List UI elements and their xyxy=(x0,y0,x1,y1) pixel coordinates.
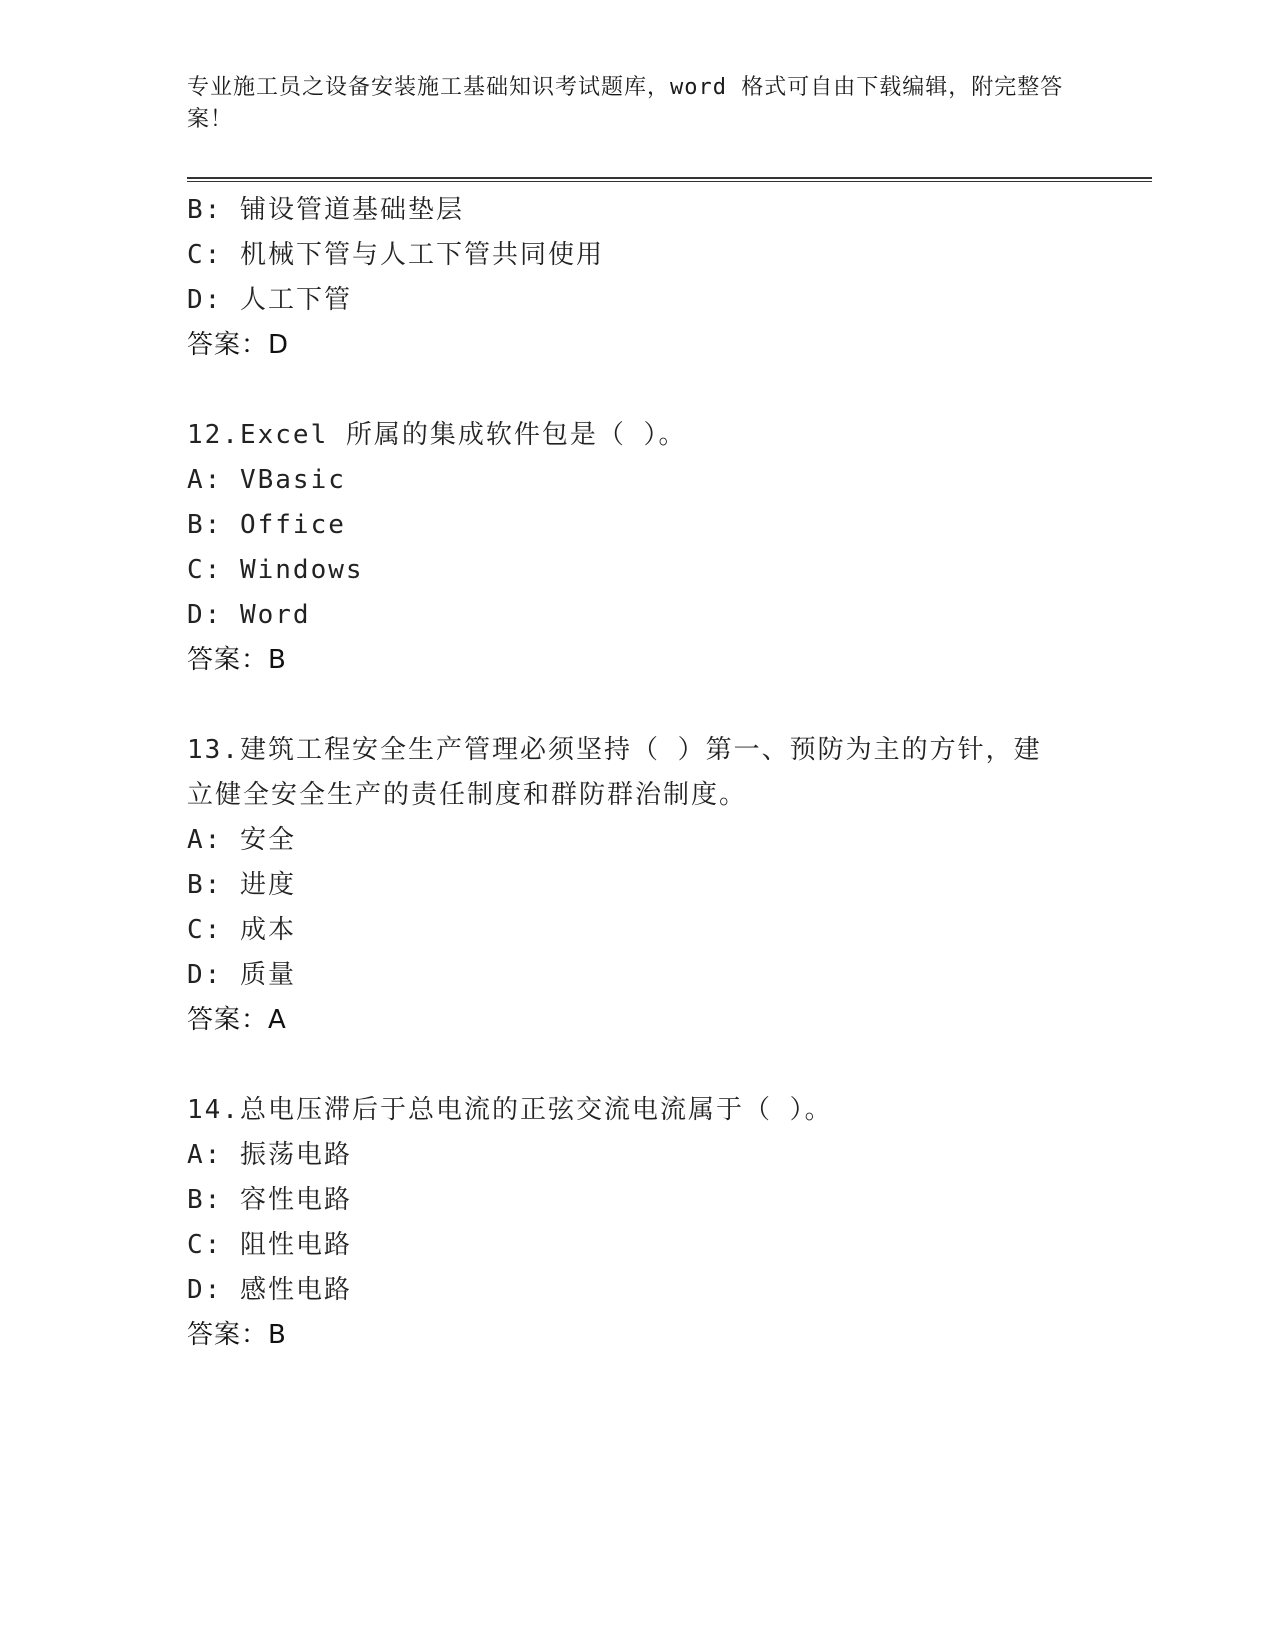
answer-line: 答案：A xyxy=(187,1005,287,1035)
header-divider xyxy=(187,177,1152,182)
option-a: A: 振荡电路 xyxy=(187,1140,352,1170)
option-d: D: 感性电路 xyxy=(187,1275,352,1305)
option-a: A: 安全 xyxy=(187,825,296,855)
option-b: B: 铺设管道基础垫层 xyxy=(187,195,464,225)
question-stem-continuation: 立健全安全生产的责任制度和群防群治制度。 xyxy=(187,780,748,810)
option-b: B: Office xyxy=(187,510,346,540)
option-c: C: Windows xyxy=(187,555,364,585)
answer-line: 答案：B xyxy=(187,1320,287,1350)
answer-line: 答案：B xyxy=(187,645,287,675)
option-c: C: 阻性电路 xyxy=(187,1230,352,1260)
option-b: B: 进度 xyxy=(187,870,296,900)
question-stem: 13.建筑工程安全生产管理必须坚持（ ）第一、预防为主的方针，建 xyxy=(187,735,1042,765)
option-c: C: 成本 xyxy=(187,915,296,945)
answer-line: 答案：D xyxy=(187,330,290,360)
question-stem: 14.总电压滞后于总电流的正弦交流电流属于（ ）。 xyxy=(187,1095,833,1125)
option-b: B: 容性电路 xyxy=(187,1185,352,1215)
document-header-title: 专业施工员之设备安装施工基础知识考试题库，word 格式可自由下载编辑，附完整答案！ xyxy=(187,75,1064,132)
option-d: D: 人工下管 xyxy=(187,285,352,315)
option-d: D: Word xyxy=(187,600,311,630)
option-c: C: 机械下管与人工下管共同使用 xyxy=(187,240,604,270)
option-d: D: 质量 xyxy=(187,960,296,990)
option-a: A: VBasic xyxy=(187,465,346,495)
question-stem: 12.Excel 所属的集成软件包是（ ）。 xyxy=(187,420,687,450)
